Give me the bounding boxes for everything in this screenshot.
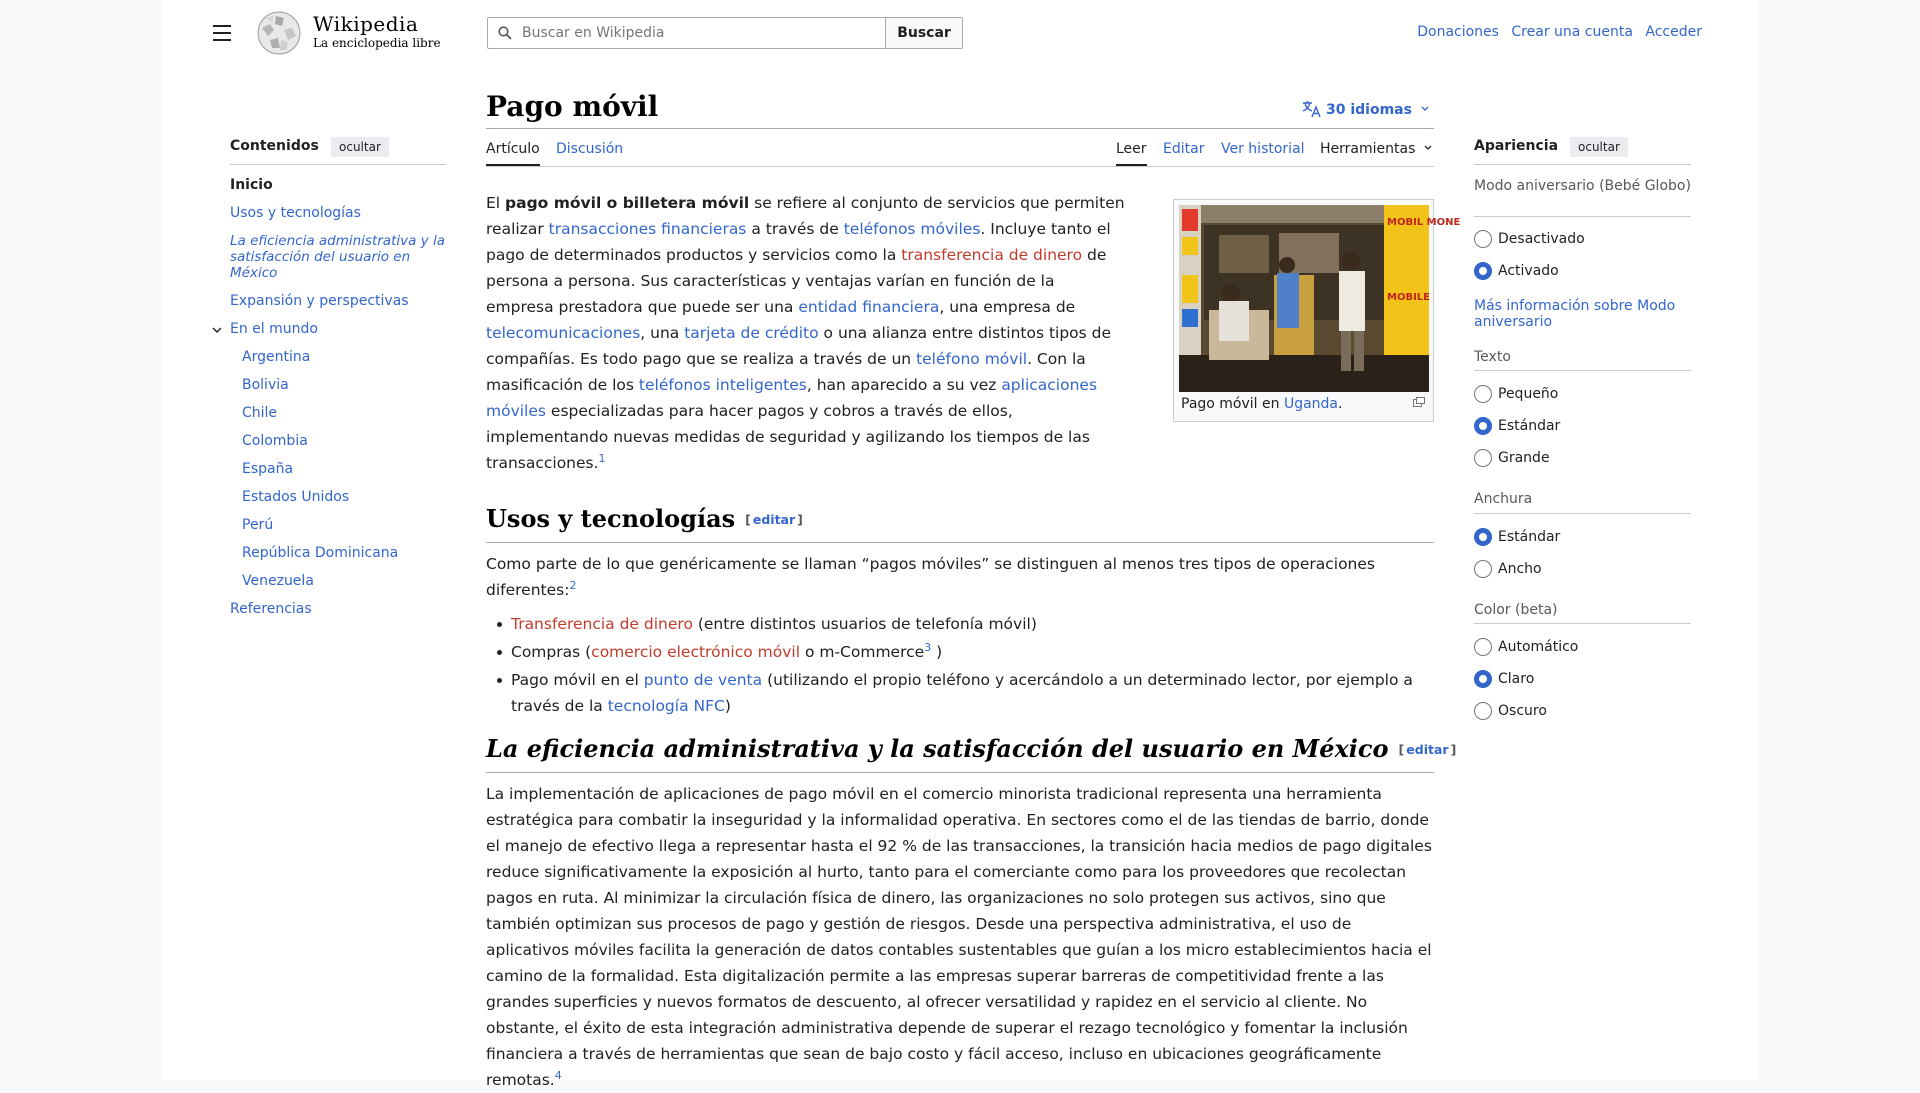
toc-hide-button[interactable]: ocultar bbox=[331, 137, 389, 157]
appearance-heading: Apariencia bbox=[1474, 138, 1559, 154]
wordmark-title[interactable]: Wikipedia bbox=[313, 12, 419, 36]
user-links bbox=[1409, 24, 1702, 40]
ref-4[interactable]: 4 bbox=[554, 1069, 562, 1082]
ref-2[interactable]: 2 bbox=[569, 579, 577, 592]
link-telefonos[interactable]: teléfonos móviles bbox=[843, 220, 981, 238]
toc-item-republica-dominicana[interactable]: República Dominicana bbox=[242, 545, 399, 561]
figure-thumbnail bbox=[1173, 199, 1461, 422]
link-comercio-electronico[interactable]: comercio electrónico móvil bbox=[591, 643, 801, 661]
link-uganda[interactable]: Uganda bbox=[1283, 396, 1339, 412]
link-tarjeta[interactable]: tarjeta de crédito bbox=[684, 324, 819, 342]
appearance-divider bbox=[1474, 216, 1691, 217]
wordmark-tagline: La enciclopedia libre bbox=[313, 36, 441, 50]
link-transferencia-dinero[interactable]: Transferencia de dinero bbox=[511, 615, 693, 633]
appearance-divider bbox=[1474, 623, 1691, 624]
page-title: Pago móvil bbox=[486, 90, 659, 123]
list-item: Compras (comercio electrónico móvil o m-Commerce$^3$ ) bbox=[511, 639, 1434, 665]
link-transacciones[interactable]: transacciones financieras bbox=[548, 220, 747, 238]
main-menu-icon[interactable] bbox=[211, 22, 235, 44]
tab-read[interactable]: Leer bbox=[1116, 141, 1147, 157]
radio-circle bbox=[1474, 262, 1492, 280]
toc-item-expansion[interactable]: Expansión y perspectivas bbox=[230, 293, 409, 309]
section-eficiencia-body: La implementación de aplicaciones de pago móvil en el comercio minorista tradicional representa una herramienta estratégica para combatir la inseguridad y la informalidad operativa. En sectores como el de las tiendas de barrio, donde el manejo de efectivo llega a representar hasta el 92 % de las transacciones, la transición hacia medios de pago digitales reduce significativamente la exposición al hurto, tanto para el comerciante como para los proveedores que recolectan pagos en ruta. Al minimizar la circulación física de dinero, las organizaciones no solo protegen sus activos, sino que también optimizan sus procesos de pago y gestión de riesgos. Desde una perspectiva administrativa, el uso de aplicativos móviles facilita la generación de datos contables sustentables que guían a los micro establecimientos hacia el camino de la formalidad. Esta digitalización permite a las empresas superar barreras de competitividad frente a las grandes superficies y nuevos formatos de descuento, al ofrecer versatilidad y rapidez en el servicio al cliente. No obstante, el éxito de esta integración administrativa depende de superar el rezago tecnológico y fomentar la inclusión financiera a través de herramientas que sean de bajo costo y fácil acceso, incluso en ubicaciones geográficamente remotas.$^4$ bbox=[486, 785, 1432, 1089]
intro-paragraph: El pago móvil o billetera móvil se refiere al conjunto de servicios que permiten realizar transacciones financieras a través de teléfonos móviles. Incluye tanto el pago de determinados productos y servicios como la transferencia de dinero de persona a persona. Sus características y ventajas varían en función de la empresa prestadora que puede ser una entidad financiera, una empresa de telecomunicaciones, una tarjeta de crédito o una alianza entre distintos tipos de compañías. Es todo pago que se realiza a través de un teléfono móvil. Con la masificación de los teléfonos inteligentes, han aparecido a su vez aplicaciones móviles especializadas para hacer pagos y cobros a través de ellos, implementando nuevas medidas de seguridad y agilizando los tiempos de las transacciones.$^1$ bbox=[486, 194, 1125, 472]
toc-item-argentina[interactable]: Argentina bbox=[242, 349, 311, 365]
edit-section-usos[interactable]: editar bbox=[752, 512, 796, 527]
toc-item-en-el-mundo[interactable]: En el mundo bbox=[230, 321, 318, 337]
toc-item-estados-unidos[interactable]: Estados Unidos bbox=[242, 489, 350, 505]
anniversary-label: Modo aniversario (Bebé Globo) bbox=[1474, 178, 1691, 194]
ref-1[interactable]: 1 bbox=[598, 452, 606, 465]
section-heading-eficiencia: La eficiencia administrativa y la satisfacción del usuario en México [ editar ] bbox=[486, 734, 1457, 763]
link-telefono-movil[interactable]: teléfono móvil bbox=[916, 350, 1028, 368]
toc-item-peru[interactable]: Perú bbox=[242, 517, 274, 533]
search-icon bbox=[498, 26, 512, 40]
link-nfc[interactable]: tecnología NFC bbox=[607, 697, 725, 715]
section-usos-intro: Como parte de lo que genéricamente se llaman “pagos móviles” se distinguen al menos tres tipos de operaciones diferentes:$^2$ bbox=[486, 555, 1375, 599]
operations-list bbox=[511, 611, 1434, 719]
ref-3[interactable]: 3 bbox=[924, 641, 932, 654]
create-account-link[interactable]: Crear una cuenta bbox=[1511, 24, 1633, 40]
radio-circle bbox=[1474, 638, 1492, 656]
list-item: Pago móvil en el punto de venta (utilizando el propio teléfono y acercándolo a un determinado lector, por ejemplo a través de la tecnología NFC) bbox=[511, 667, 1434, 719]
toc-divider bbox=[230, 164, 446, 165]
radio-circle bbox=[1474, 449, 1492, 467]
link-punto-venta[interactable]: punto de venta bbox=[643, 671, 763, 689]
chevron-down-icon bbox=[1420, 104, 1430, 114]
toc-item-bolivia[interactable]: Bolivia bbox=[242, 377, 289, 393]
radio-circle bbox=[1474, 417, 1492, 435]
radio-circle bbox=[1474, 528, 1492, 546]
appearance-divider bbox=[1474, 370, 1691, 371]
enlarge-icon[interactable] bbox=[1413, 397, 1425, 407]
language-icon bbox=[1302, 100, 1322, 118]
tools-label: Herramientas bbox=[1320, 141, 1416, 157]
search-button[interactable]: Buscar bbox=[885, 17, 963, 49]
toc-heading: Contenidos bbox=[230, 138, 319, 154]
toc-item-colombia[interactable]: Colombia bbox=[242, 433, 308, 449]
sign-text-1: MOBIL MONE bbox=[1387, 217, 1461, 228]
link-apps[interactable]: aplicaciones móviles bbox=[486, 376, 1098, 420]
link-telecom[interactable]: telecomunicaciones bbox=[486, 324, 641, 342]
section-divider bbox=[486, 772, 1434, 773]
toc-item-espana[interactable]: España bbox=[242, 461, 294, 477]
chevron-down-icon[interactable] bbox=[211, 324, 223, 336]
section-divider bbox=[486, 542, 1434, 543]
link-smartphones[interactable]: teléfonos inteligentes bbox=[638, 376, 807, 394]
toc-item-eficiencia[interactable]: La eficiencia administrativa y la satisfacción del usuario en México bbox=[230, 233, 445, 281]
tab-talk[interactable]: Discusión bbox=[556, 141, 624, 157]
edit-section-eficiencia[interactable]: editar bbox=[1406, 742, 1449, 757]
anniversary-more-info-link[interactable]: Más información sobre Modo aniversario bbox=[1474, 298, 1676, 330]
tab-article[interactable]: Artículo bbox=[486, 141, 540, 157]
tab-edit[interactable]: Editar bbox=[1163, 141, 1205, 157]
radio-circle bbox=[1474, 670, 1492, 688]
language-count: 30 idiomas bbox=[1326, 102, 1412, 118]
tabs-divider bbox=[486, 166, 1434, 167]
title-divider bbox=[486, 128, 1434, 129]
list-item: Transferencia de dinero (entre distintos usuarios de telefonía móvil) bbox=[511, 611, 1434, 637]
color-label: Color (beta) bbox=[1474, 602, 1558, 618]
appearance-divider bbox=[1474, 513, 1691, 514]
width-label: Anchura bbox=[1474, 491, 1533, 507]
tools-menu[interactable] bbox=[1320, 141, 1433, 157]
radio-circle bbox=[1474, 230, 1492, 248]
text-size-label: Texto bbox=[1474, 349, 1511, 365]
radio-circle bbox=[1474, 702, 1492, 720]
radio-circle bbox=[1474, 560, 1492, 578]
toc-item-inicio[interactable]: Inicio bbox=[230, 177, 273, 193]
login-link[interactable]: Acceder bbox=[1645, 24, 1702, 40]
appearance-hide-button[interactable]: ocultar bbox=[1570, 137, 1628, 157]
radio-circle bbox=[1474, 385, 1492, 403]
link-entidad[interactable]: entidad financiera bbox=[798, 298, 940, 316]
chevron-down-icon bbox=[1423, 143, 1433, 153]
appearance-divider bbox=[1474, 164, 1691, 165]
donate-link[interactable]: Donaciones bbox=[1417, 24, 1499, 40]
wikipedia-globe-logo[interactable] bbox=[254, 10, 304, 56]
language-button[interactable] bbox=[1302, 100, 1434, 118]
sign-text-2: MOBILE bbox=[1387, 292, 1430, 303]
toc-item-venezuela[interactable]: Venezuela bbox=[242, 573, 314, 589]
toc-item-chile[interactable]: Chile bbox=[242, 405, 278, 421]
search-input[interactable] bbox=[522, 18, 882, 48]
section-heading-usos: Usos y tecnologías [ editar ] bbox=[486, 504, 803, 533]
figure-caption: Pago móvil en Uganda. bbox=[1181, 396, 1343, 412]
tab-history[interactable]: Ver historial bbox=[1221, 141, 1305, 157]
link-transferencia[interactable]: transferencia de dinero bbox=[901, 246, 1083, 264]
figure-image[interactable] bbox=[1179, 205, 1461, 392]
toc-item-usos[interactable]: Usos y tecnologías bbox=[230, 205, 361, 221]
search-box bbox=[487, 17, 886, 49]
toc-item-referencias[interactable]: Referencias bbox=[230, 601, 312, 617]
